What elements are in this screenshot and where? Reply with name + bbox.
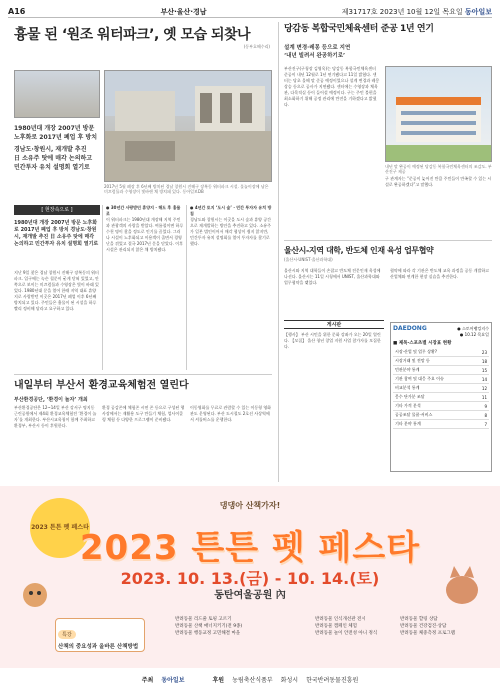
article-byline: (울산시·UNIST·울산과학대) xyxy=(284,257,333,262)
sponsor-3: 한국반려동물진흥원 xyxy=(306,677,359,684)
section-name: 부산·울산·경남 xyxy=(160,7,207,16)
table-row: 민관분야 통계 15 xyxy=(395,367,487,373)
notice-board-text: 【행사】 부산 시민을 위한 문화 강좌가 오는 20일 열린다. 【모집】 울산 청년 창업 지원 사업 참가자를 모집한다. xyxy=(284,332,381,349)
article-ulsan-mou xyxy=(284,246,492,262)
sponsor-2: 화성시 xyxy=(280,677,299,684)
table-row: 기타 가격 분석 9 xyxy=(395,403,487,409)
waterpark-photo-small xyxy=(14,70,100,118)
ad-title[interactable]: 2023 튼튼 펫 페스타 xyxy=(79,528,421,568)
article-body-col1: 1980년대 개장 2007년 방문 노후화로 2017년 폐업 후 방치 경남도·창원시, 재개발 추진 日 소유주 탓에 매각 논의하고 민간투자 유치 설명회 열기로 xyxy=(14,220,99,247)
photo-caption: 2017년 5월 폐장 후 6년째 방치된 경남 창원시 진해구 장복동 워터파크 시설. 물놀이장에 남은 미끄럼틀과 수영장이 빛바랜 채 방치돼 있다. 동아일보DB xyxy=(104,184,269,194)
table-row: 기관 참여 및 대응 주요 이슈 14 xyxy=(395,376,487,382)
sponsor-1: 농림축산식품부 xyxy=(232,677,273,684)
issue-info: 제31717호 2023년 10월 12일 목요일 동아일보 xyxy=(341,7,492,16)
article-env-expo xyxy=(14,380,272,405)
article-body-text3: ● 4년간 토지 ‘도시 숲’ · 민간 투자자 유치 방침 경남도와 창원시는 이곳을 도시 숲과 휴양 공간으로 재개발하는 방안을 추진하고 있다. 소유주가 일본 법인이어서 매각 협상이 쉽지 않지만, 민간투자 유치 설명회를 열어 투자자를 찾기로 했다. xyxy=(190,205,272,246)
sidebar-logo: DAEDONG xyxy=(393,325,427,332)
article-body-text1: 지난 9일 찾은 경남 창원시 진해구 장복동의 워터파크. 입구에는 녹슨 철문이 굳게 닫혀 있었고, 안쪽으로 보이는 미끄럼틀과 수영장은 빛이 바래 있었다. 1980년대 문을 열어 한때 지역 대표 휴양지로 사랑받던 이곳은 2017년 폐업 이후 6년째 방치되고 있다. 주민들은 흉물이 된 시설을 하루빨리 정비해 달라고 요구하고 있다. xyxy=(14,270,99,311)
sidebar-title: ● 스토어랭킹지수 xyxy=(457,325,489,331)
article-subheads: 1980년대 개장 2007년 방문 노후화로 2017년 폐업 후 방치 경남도·창원시, 재개발 추진 日 소유주 탓에 매각 논의하고 민간투자 유치 설명회 열기로 xyxy=(14,125,98,171)
table-row: 기타 분야 통계 7 xyxy=(395,421,487,427)
ad-tagline: 댕댕아 산책가자! xyxy=(219,501,281,510)
page-number: A16 xyxy=(8,7,26,16)
table-row: 공공조달 물품·서비스 8 xyxy=(395,412,487,418)
ad-place: 동탄여울공원 內 xyxy=(214,590,286,601)
article-title[interactable]: 내일부터 부산서 환경교육체험전 열린다 xyxy=(14,380,189,391)
program-list-right: 반려동물 인식개선관 전시 반려동물 할링 상담 반려동물 캠페인 체험 반려동물 건강검진·상담 반려동물 놀이 안전성 아니 정식 반려동물 체중측정 프로그램 xyxy=(315,617,456,636)
page-header xyxy=(8,6,492,18)
table-row: 비교분석 통계 12 xyxy=(395,385,487,391)
sidebar-table-title: ■ 제목·스포츠별 시장표 현황 xyxy=(393,341,452,346)
table-row: 시장·산업 및 업무 상황? 23 xyxy=(395,349,487,355)
paper-name: 동아일보 xyxy=(464,7,492,16)
article-waterpark xyxy=(14,27,270,49)
article-body-text4: 부산환경공단은 12~14일 부산 강서구 명지동 근린공원에서 제4회 환경교육체험전 ‘환경이 놀자’를 개최한다. 부산시교육청이 함께 주최하고 환경부, 부산시 등이 후원한다. xyxy=(14,405,97,428)
article-body-text9: 울산시와 지역 대학들이 손잡고 반도체 전문인재 육성에 나선다. 울산시는 11일 시청에서 UNIST, 울산과학대와 업무협약을 맺었다. xyxy=(284,268,381,285)
lecture-box xyxy=(55,618,145,652)
article-body-text2: ● 30년간 사랑받던 휴양지 · 해도 후 흉물로 이 워터파크는 1980년대 개장해 지역 주민과 관광객의 사랑을 받았다. 여름철이면 하루 수천 명이 찾을 정도로 인기를 끌었다. 그러나 시설이 노후화되고 이용객이 줄면서 경영난을 겪었고 결국 2017년 문을 닫았다. 이후 시설은 관리되지 않은 채 방치됐다. xyxy=(106,205,184,252)
program-list-left: 반려동물 리드줄 토핑 고르기 반려동물 산책 매너지키기(전 9종) 반려동물 행동교정 고민해결 마을 xyxy=(175,617,243,636)
ad-date: 2023. 10. 13.(금) - 10. 14.(토) xyxy=(120,569,380,588)
article-byline: (동부호해수리) xyxy=(243,44,270,49)
lecture-label: 특강 xyxy=(58,630,76,639)
sidebar-date: ● 10.12 목요일 xyxy=(459,332,489,337)
table-row: 시장거래 및 전망 등 18 xyxy=(395,358,487,364)
article-sports-center xyxy=(284,24,492,35)
waterpark-illustration xyxy=(105,71,271,181)
article-title[interactable]: 흉물 된 ‘원조 워터파크’, 옛 모습 되찾나 xyxy=(14,27,251,43)
ranking-table xyxy=(393,348,489,429)
ranking-sidebar xyxy=(390,322,492,472)
sports-center-render xyxy=(385,66,492,162)
article-body-text5: 환경 공감존에 체험존 시연 존 등으로 구성된 행사장에서는 재활용 도구 만들기 체험, 업사이클링 체험 등 다양한 프로그램이 준비됐다. xyxy=(102,405,185,422)
article-subheads: 설계 변경·레몽 등으로 지연 ‘내년 빌려서 완공하기로’ xyxy=(284,45,351,59)
article-title[interactable]: 당감동 복합국민체육센터 준공 1년 연기 xyxy=(284,24,434,34)
article-body-text7: 부산진구(구청장 김영욱)는 당감동 복합국민체육센터 준공이 내년 12월로 1년 연기됐다고 11일 밝혔다. 센터는 당초 올해 말 준공 예정이었으나 설계 변경과 레몽 상승 등으로 공사가 지연됐다. 센터에는 수영장과 체육관, 다목적실 등이 들어설 예정이다. 구는 주민 불편을 최소화하기 위해 공정 관리에 만전을 기하겠다고 밝혔다. xyxy=(284,66,380,107)
ad-footer: 주최 동아일보 후원 농림축산식품부 화성시 한국반려동물진흥원 xyxy=(0,668,500,691)
article-body-text10: 협약에 따라 각 기관은 반도체 교육 과정을 공동 개발하고 산업체와 연계한 현장 실습을 추진한다. xyxy=(390,268,490,279)
building-illustration xyxy=(386,67,491,161)
lecture-text: 산책의 중요성과 올바른 산책방법 xyxy=(58,644,139,650)
article-title[interactable]: 울산시-지역 대학, 반도체 인재 육성 업무협약 xyxy=(284,246,434,255)
table-row: 몽수 단가분 조달 11 xyxy=(395,394,487,400)
article-subhead: 부산환경공단, ‘환경이 놀자’ 개최 xyxy=(14,397,88,403)
article-body-text8: 구 관계자는 “준공이 늦어진 만큼 주민들이 만족할 수 있는 시설로 완공하겠다”고 말했다. xyxy=(385,176,492,187)
host-logo: 동아일보 xyxy=(161,677,185,684)
article-body-text6: 이동영화를 무료로 관람할 수 있는 이동형 영화관도 운영된다. 부산 도시철도 2호선 사상역에서 셔틀버스를 운행한다. xyxy=(190,405,272,422)
section-label-box: [ 현장속으로 ] xyxy=(14,205,100,215)
notice-board-label: 게시판 xyxy=(284,320,384,329)
festa-badge: 2023 튼튼 펫 페스타 xyxy=(30,498,90,558)
waterpark-photo xyxy=(104,70,272,182)
render-caption: 내년 말 완공이 예정된 당감동 복합국민체육센터의 조감도. 부산진구 제공 xyxy=(385,164,492,174)
